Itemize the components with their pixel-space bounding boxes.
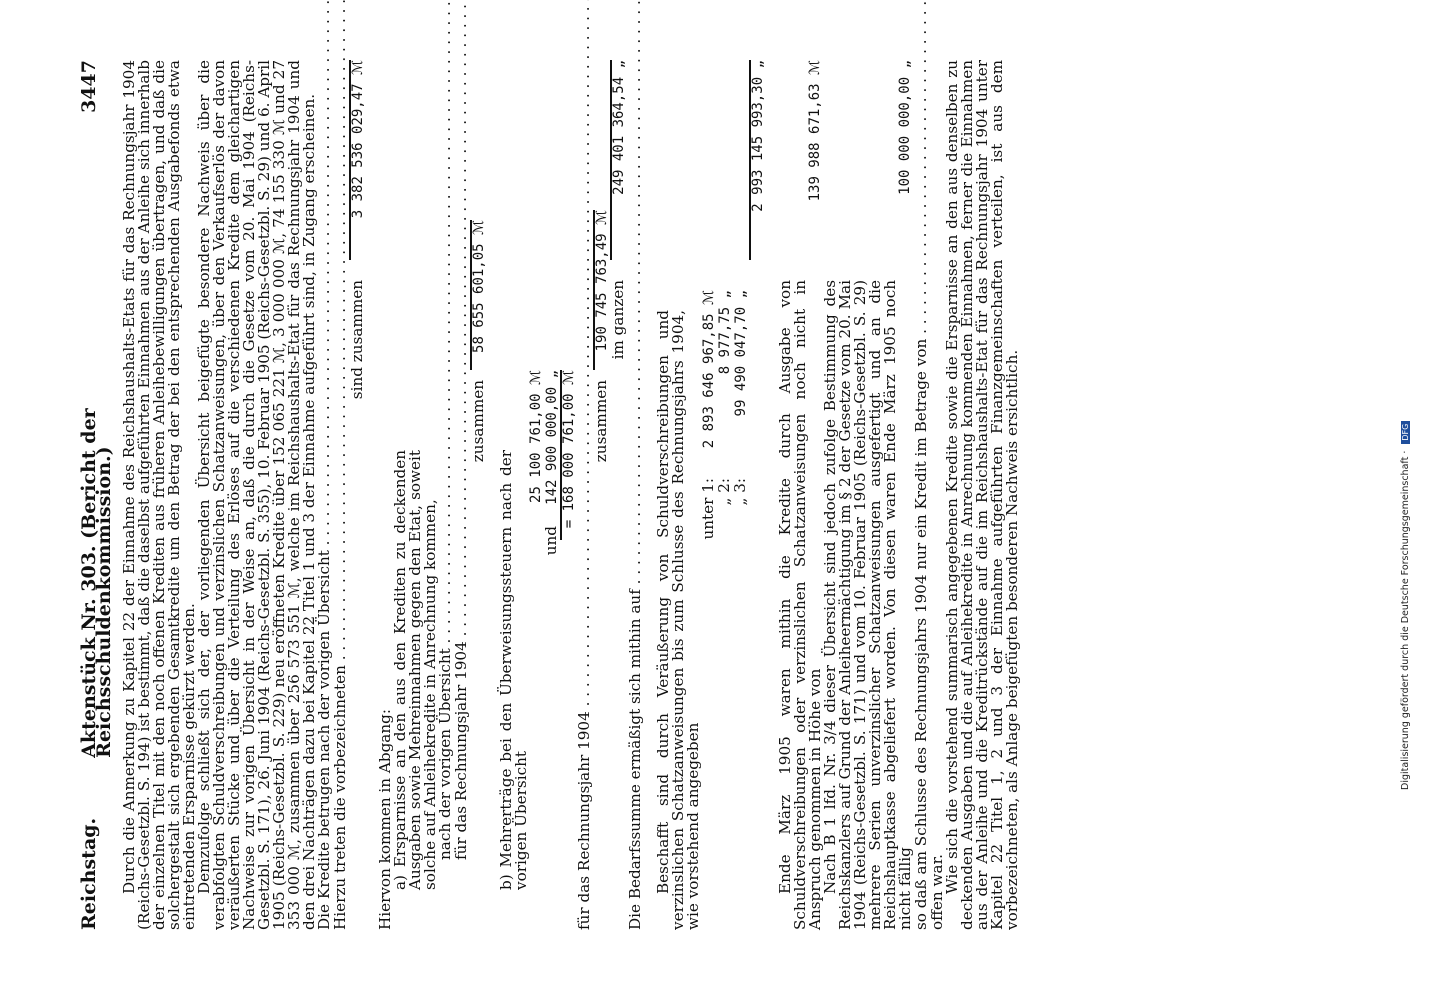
a-label: a) Ersparnisse an den aus den Krediten zu deckenden Ausgaben sowie Mehreinnahmen gegen den Etat, soweit solche auf Anleihekredite in Anrechnung kommen, <box>391 450 439 890</box>
u3-label: „ 3: <box>731 478 749 506</box>
paragraph-2: Demzufolge schließt sich der, der vorliegenden Übersicht beigefügte besondere Nachweis über die verabfolgten Schuldverschreibungen und verzinslichen Schatzanweisungen, über den Verkaufserlös der davon veräußerten Stücke und über die Verteilung des Erlöses auf die verschiedenen Kredite dem gleichartigen Nachweise zur vorigen Übersicht in der Weise an, daß die durch die Gesetze vom 20. Mai 1904 (Reichs-Gesetzbl. S. 171), 26. Juni 1904 (Reichs-Gesetzbl. S. 355), 10. Februar 1905 (Reichs-Gesetzbl. S. 29) und 6. April 1905 (Reichs-Gesetzbl. S. 229) neu eröffneten Kredite über 152 065 221 ℳ, 3 000 000 ℳ, 74 155 330 ℳ und 27 353 000 ℳ, zusammen über 256 573 551 ℳ, welche im Reichshaushalts-Etat für das Rechnungsjahr 1904 und den drei Nachträgen dazu bei Kapitel 22 Titel 1 und 3 der Einnahme aufgeführt sind, in Zugang erscheinen. <box>195 60 318 930</box>
b2-value: 142 900 000,00 „ <box>544 370 560 505</box>
added-row <box>333 60 349 930</box>
procured-label: Beschafft sind durch Veräußerung von Schuldverschreibungen und verzinslichen Schatzanweisungen bis zum Schlusse des Rechnungsjahrs 1904, wie vorstehend angegeben <box>654 310 702 930</box>
footer-text: Digitalisierung gefördert durch die Deutsche Forschungsgemeinschaft · <box>1400 450 1411 790</box>
b2-row <box>544 370 560 930</box>
open-value: 139 988 671,63 ℳ <box>807 60 823 202</box>
b-eq-value: = 168 000 761,00 ℳ <box>560 370 577 540</box>
unfaellig-value: 100 000 000,00 „ <box>897 60 913 195</box>
a-sum-label: zusammen <box>469 380 487 463</box>
u2-row <box>717 290 733 930</box>
digitization-footer <box>1400 30 1411 790</box>
paragraph-5b: offen war. <box>928 853 946 930</box>
paragraph-3: Ende März 1905 waren mithin die Kredite durch Ausgabe von Schuldverschreibungen oder verzinslichen Schatzanweisungen noch nicht in Anspruch genommen in Höhe von <box>776 280 824 930</box>
u1-label: unter 1: <box>699 478 717 540</box>
u2-value: 8 977,75 „ <box>717 290 733 375</box>
b1-value: 25 100 761,00 ℳ <box>528 370 544 503</box>
page-number: 3447 <box>78 60 100 113</box>
procured-sum-value: 2 993 145 993,30 „ <box>749 60 766 260</box>
b-sum-row <box>593 210 610 930</box>
sum-label: sind zusammen <box>348 280 366 400</box>
page-header <box>78 60 115 930</box>
need-label: Die Bedarfssumme ermäßigt sich mithin auf . . . <box>628 0 643 930</box>
need-row <box>627 60 644 930</box>
b3-label: für das Rechnungsjahr 1904 . . . <box>577 0 592 930</box>
open-row <box>778 60 823 930</box>
credits-label: Die Kredite betrugen nach der vorigen Übersicht . . . <box>317 0 332 930</box>
document-content <box>78 60 1021 930</box>
u2-label: „ 2: <box>715 478 733 506</box>
a2-row <box>454 370 470 930</box>
b2-label: und <box>542 526 560 556</box>
unfaellig-row <box>823 60 913 930</box>
u3-value: 99 490 047,70 „ <box>733 290 749 417</box>
b1-row <box>529 370 544 930</box>
dfg-logo: DFG <box>1401 421 1410 444</box>
paragraph-1: Durch die Anmerkung zu Kapitel 22 der Einnahme des Reichshaushalts-Etats für das Rechnungsjahr 1904 (Reichs-Gesetzbl. S. 194) ist bestimmt, daß die daselbst aufgeführten Einnahmen aus der Anleihe sich innerhalb der einzelnen Titel mit den noch offenen Krediten aus früheren Anleihebewilligungen übertragen, und daß die solchergestalt sich ergebenden Gesamtkredite um den Betrag der bei den entsprechenden Ausgabefonds etwa eintretenden Ersparnisse gekürzt werden. <box>120 60 198 930</box>
paragraph-5: so daß am Schlusse des Rechnungsjahrs 1904 nur ein Kredit im Betrage von . . . <box>914 0 929 930</box>
paragraph-4: Nach B 1 lfd. Nr. 3/4 dieser Übersicht sind jedoch zufolge Bestimmung des Reichskanzlers auf Grund der Anleiheermächtigung im § 2 der Gesetze vom 20. Mai 1904 (Reichs-Gesetzbl. S. 171) und vom 10. Februar 1905 (Reichs-Gesetzbl. S. 29) mehrere Serien unverzinslicher Schatzanweisungen ausgefertigt und an die Reichshauptkasse abgeliefert worden. Von diesen waren Ende März 1905 noch nicht fällig <box>821 280 914 930</box>
b-label: b) Mehrerträge bei den Überweisungssteuern nach der vorigen Übersicht <box>497 450 530 890</box>
b3-row <box>577 370 593 930</box>
b-sum-value: 190 745 763,49 ℳ <box>593 210 610 370</box>
final-row <box>913 60 930 930</box>
header-title: Aktenstück Nr. 303. (Bericht der Reichsschuldenkommission.) <box>78 408 115 758</box>
sum-value: 3 382 536 029,47 ℳ <box>349 60 366 260</box>
added-label: Hierzu treten die vorbezeichneten . . . <box>333 0 348 930</box>
u3-row <box>733 290 749 930</box>
total-row <box>610 60 627 930</box>
paragraph-6: Wie sich die vorstehend summarisch angegebenen Kredite sowie die Ersparnisse an den aus denselben zu deckenden Ausgaben und die auf Anleihekredite in Anrechnung kommenden Einnahmen, ferner die Einnahmen aus der Anleihe und die Kreditrückstände auf die im Reichshaushalts-Etat für das Rechnungsjahr 1904 unter Kapitel 22 Titel 1, 2 und 3 der Einnahme aufgeführten Finanzgemeinschaften verteilen, ist aus dem vorbezeichneten, als Anlage beigefügten besonderen Nachweis ersichtlich. <box>943 60 1021 930</box>
a1-label: nach der vorigen Übersicht . . . <box>438 0 453 890</box>
total-label: im ganzen <box>609 280 627 360</box>
a-sum-row <box>470 220 487 930</box>
deduct-intro: Hiervon kommen in Abgang: <box>376 709 394 930</box>
u1-row <box>701 290 717 930</box>
header-left: Reichstag. <box>78 817 100 930</box>
total-value: 249 401 364,54 „ <box>610 60 627 260</box>
u1-value: 2 893 646 967,85 ℳ <box>701 290 717 449</box>
procured-sum-row <box>749 60 766 930</box>
b-sum-label: zusammen <box>592 380 610 463</box>
a2-label: für das Rechnungsjahr 1904 . . . <box>454 0 469 890</box>
a-sum-value: 58 655 601,05 ℳ <box>470 220 487 370</box>
sum-row <box>349 60 366 930</box>
